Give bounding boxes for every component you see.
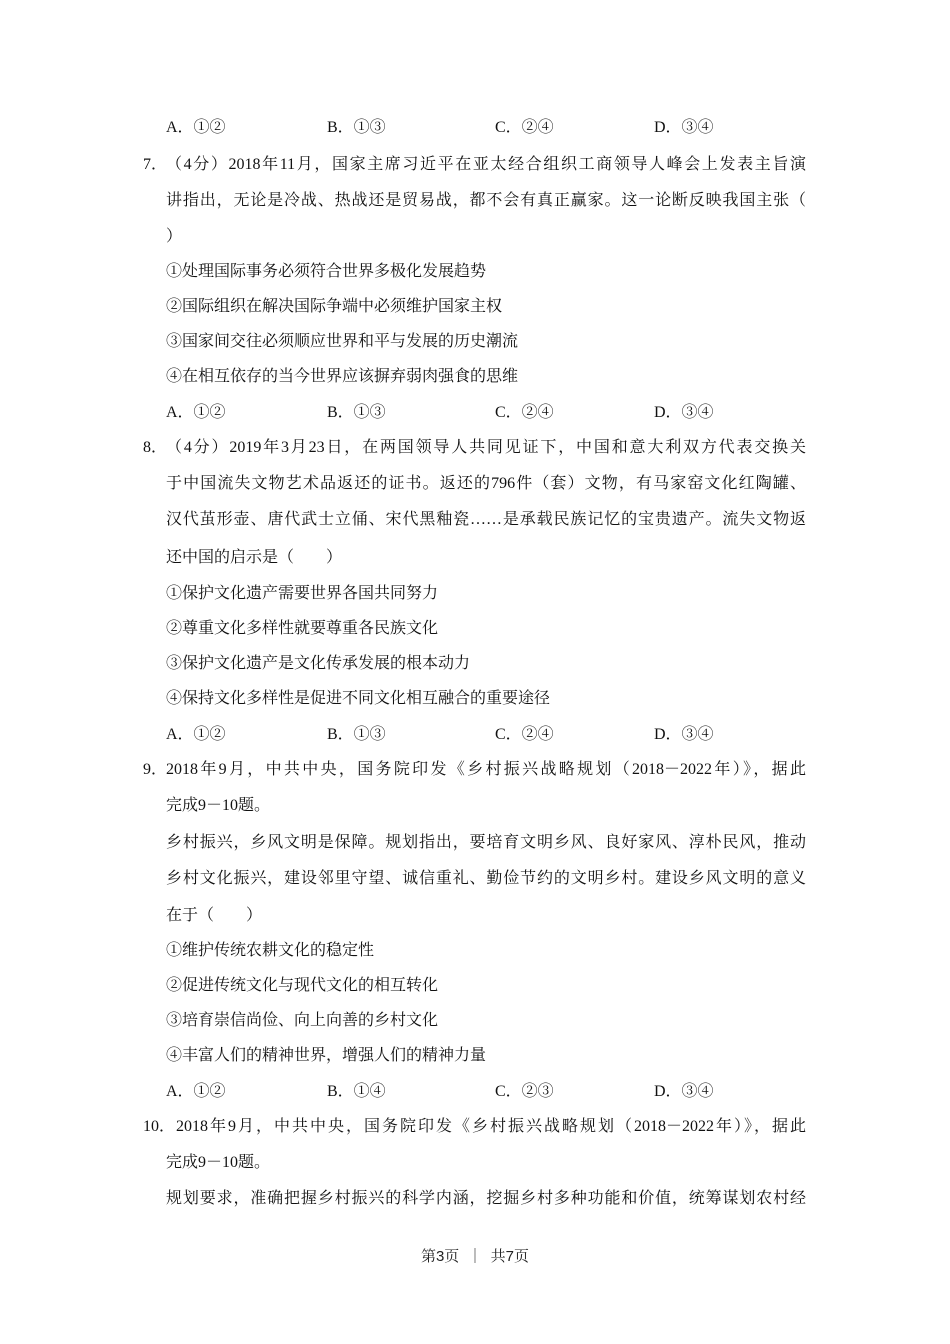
option-c: C．②④ — [495, 726, 554, 743]
question-stem-line: 完成9－10题。 — [166, 1154, 271, 1171]
statement-3: ③保护文化遗产是文化传承发展的根本动力 — [166, 655, 471, 672]
question-number: 8． — [143, 439, 168, 456]
option-a: A．①② — [166, 404, 226, 421]
question-stem-line: 汉代茧形壶、唐代武士立俑、宋代黑釉瓷……是承载民族记忆的宝贵遗产。流失文物返 — [166, 511, 806, 528]
question-stem-line: ） — [166, 228, 183, 245]
option-d: D．③④ — [654, 726, 714, 743]
answer-options — [166, 725, 806, 745]
footer-separator: ｜ — [467, 1248, 483, 1265]
question-stem-line: 2018年9月，中共中央，国务院印发《乡村振兴战略规划（2018－2022年）》，据此 — [176, 1118, 806, 1135]
question-stem-line: 完成9－10题。 — [166, 797, 271, 814]
option-a: A．①② — [166, 119, 226, 136]
option-d: D．③④ — [654, 1083, 714, 1100]
statement-4: ④丰富人们的精神世界，增强人们的精神力量 — [166, 1047, 487, 1064]
statement-2: ②尊重文化多样性就要尊重各民族文化 — [166, 620, 439, 637]
statement-4: ④保持文化多样性是促进不同文化相互融合的重要途径 — [166, 690, 551, 707]
page-footer — [0, 1245, 950, 1266]
question-number: 9． — [143, 761, 168, 778]
option-c: C．②③ — [495, 1083, 554, 1100]
statement-2: ②促进传统文化与现代文化的相互转化 — [166, 977, 439, 994]
question-stem-line: 讲指出，无论是冷战、热战还是贸易战，都不会有真正赢家。这一论断反映我国主张（ — [166, 192, 806, 209]
option-b: B．①③ — [327, 726, 386, 743]
answer-options — [166, 403, 806, 423]
statement-3: ③国家间交往必须顺应世界和平与发展的历史潮流 — [166, 333, 519, 350]
option-a: A．①② — [166, 1083, 226, 1100]
question-stem-line: 还中国的启示是（ ） — [166, 549, 343, 566]
statement-1: ①保护文化遗产需要世界各国共同努力 — [166, 585, 439, 602]
statement-3: ③培育崇信尚俭、向上向善的乡村文化 — [166, 1012, 439, 1029]
option-d: D．③④ — [654, 119, 714, 136]
statement-1: ①维护传统农耕文化的稳定性 — [166, 942, 375, 959]
question-number: 7． — [143, 156, 168, 173]
question-stem-line: 乡村振兴，乡风文明是保障。规划指出，要培育文明乡风、良好家风、淳朴民风，推动 — [166, 834, 806, 851]
answer-options — [166, 1082, 806, 1102]
statement-4: ④在相互依存的当今世界应该摒弃弱肉强食的思维 — [166, 368, 519, 385]
question-stem-line: 乡村文化振兴，建设邻里守望、诚信重礼、勤俭节约的文明乡村。建设乡风文明的意义 — [166, 870, 806, 887]
prev-question-options — [166, 118, 806, 138]
statement-2: ②国际组织在解决国际争端中必须维护国家主权 — [166, 298, 503, 315]
statement-1: ①处理国际事务必须符合世界多极化发展趋势 — [166, 263, 487, 280]
option-b: B．①③ — [327, 404, 386, 421]
option-d: D．③④ — [654, 404, 714, 421]
option-a: A．①② — [166, 726, 226, 743]
question-stem-line: 规划要求，准确把握乡村振兴的科学内涵，挖掘乡村多种功能和价值，统筹谋划农村经 — [166, 1190, 806, 1207]
question-stem-line: （4分）2018年11月，国家主席习近平在亚太经合组织工商领导人峰会上发表主旨演 — [166, 156, 806, 173]
option-b: B．①④ — [327, 1083, 386, 1100]
question-stem-line: 于中国流失文物艺术品返还的证书。返还的796件（套）文物，有马家窑文化红陶罐、 — [166, 475, 806, 492]
option-b: B．①③ — [327, 119, 386, 136]
question-stem-line: 在于（ ） — [166, 907, 263, 924]
question-stem-line: （4分）2019年3月23日，在两国领导人共同见证下，中国和意大利双方代表交换关 — [166, 439, 806, 456]
option-c: C．②④ — [495, 119, 554, 136]
option-c: C．②④ — [495, 404, 554, 421]
page-number: 第3页 — [420, 1248, 460, 1265]
question-stem-line: 2018年9月，中共中央，国务院印发《乡村振兴战略规划（2018－2022年）》，据此 — [166, 761, 806, 778]
question-number: 10． — [143, 1118, 176, 1135]
page-total: 共7页 — [490, 1248, 530, 1265]
